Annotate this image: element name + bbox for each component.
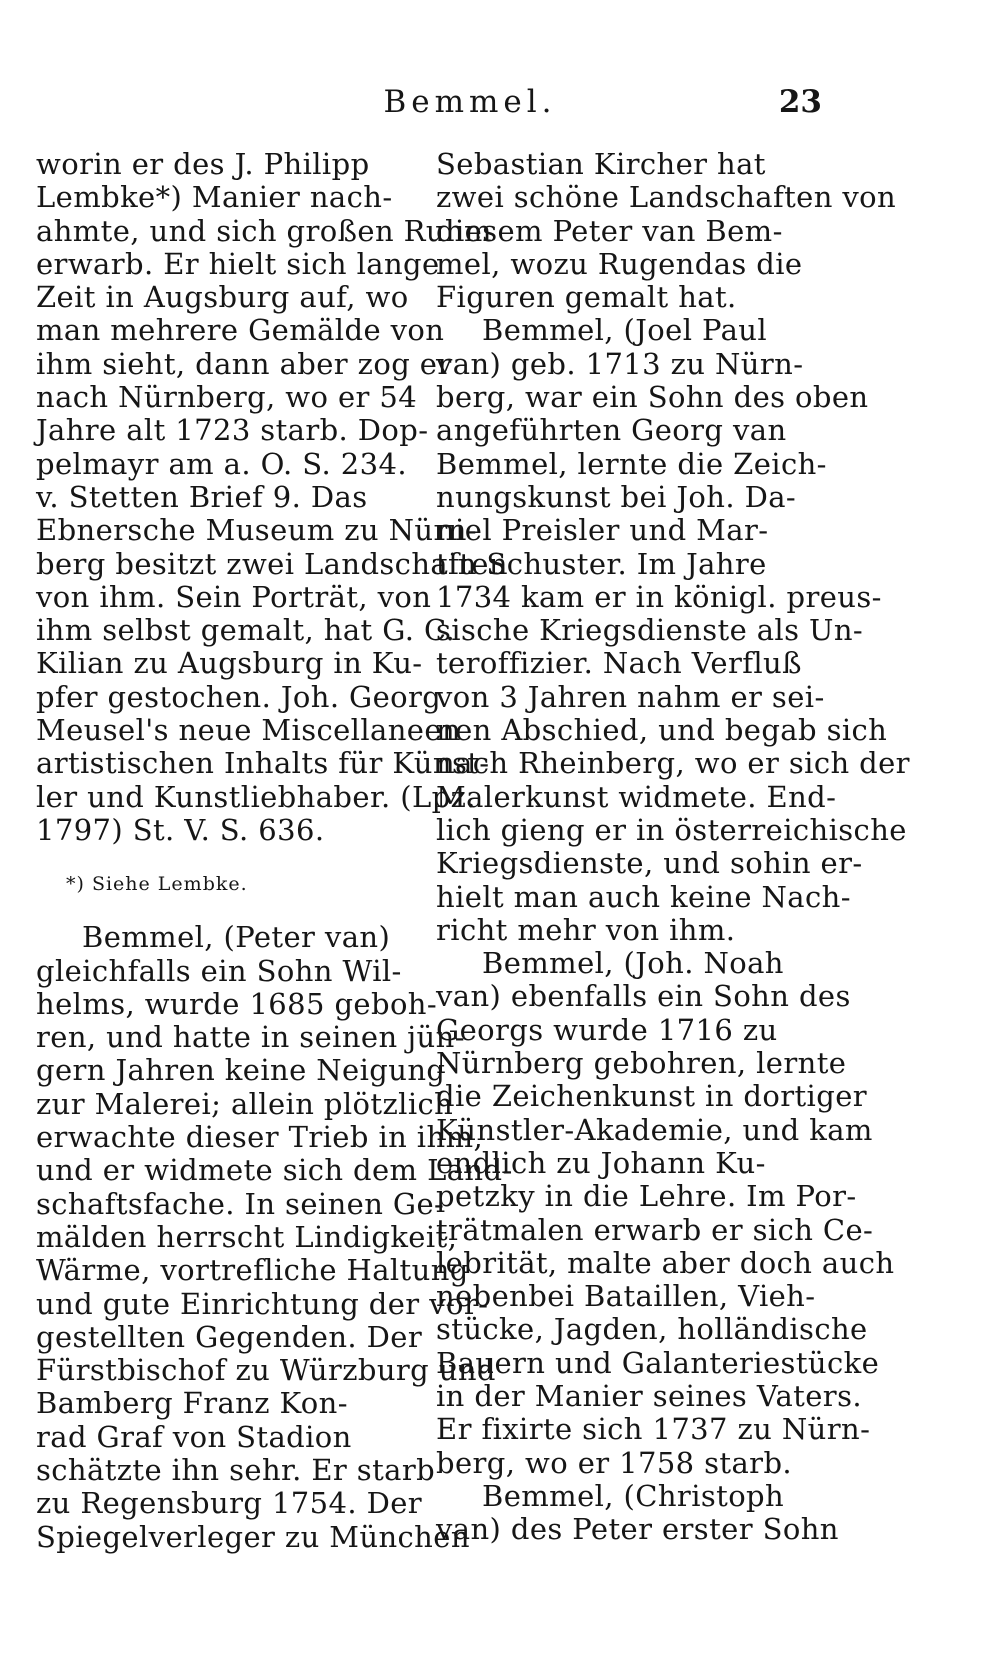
text-line: Fürstbischof zu Würzburg und <box>36 1353 496 1388</box>
text-line: ler und Kunstliebhaber. (Lpz. <box>36 779 476 814</box>
left-column <box>36 147 513 1554</box>
text-line: Bemmel, lernte die Zeich- <box>436 446 827 481</box>
text-line: gern Jahren keine Neigung <box>36 1053 446 1088</box>
text-line: Künstler-Akademie, und kam <box>436 1112 873 1147</box>
text-line: pelmayr am a. O. S. 234. <box>36 446 407 481</box>
text-line: gleichfalls ein Sohn Wil- <box>36 953 402 988</box>
text-line: Figuren gemalt hat. <box>436 280 737 315</box>
text-line: nebenbei Bataillen, Vieh- <box>436 1279 816 1314</box>
text-line: Zeit in Augsburg auf, wo <box>36 280 409 315</box>
text-line: Kilian zu Augsburg in Ku- <box>36 646 423 681</box>
text-line: erwarb. Er hielt sich lange <box>36 246 440 281</box>
text-line: Lembke*) Manier nach- <box>36 180 393 215</box>
text-line: Georgs wurde 1716 zu <box>436 1012 778 1047</box>
text-line: artistischen Inhalts für Künst- <box>36 746 490 781</box>
text-line: nen Abschied, und begab sich <box>436 713 888 748</box>
entry-heading-line: Bemmel, (Joh. Noah <box>482 946 784 981</box>
entry-heading-line: Bemmel, (Christoph <box>482 1478 785 1513</box>
page-number: 23 <box>778 84 822 120</box>
text-line: teroffizier. Nach Verfluß <box>436 646 802 681</box>
text-line: stücke, Jagden, holländische <box>436 1312 868 1347</box>
text-line: von ihm. Sein Porträt, von <box>36 579 432 614</box>
text-line: man mehrere Gemälde von <box>36 313 445 348</box>
text-line: und gute Einrichtung der vor- <box>36 1286 489 1321</box>
footnote: *) Siehe Lembke. <box>66 873 248 896</box>
text-line: mälden herrscht Lindigkeit, <box>36 1219 458 1254</box>
text-line: Bauern und Galanteriestücke <box>436 1345 880 1380</box>
entry-heading-line: Bemmel, (Peter van) <box>82 920 391 955</box>
text-line: Nürnberg gebohren, lernte <box>436 1046 847 1081</box>
text-line: schaftsfache. In seinen Ge- <box>36 1186 445 1221</box>
text-line: ren, und hatte in seinen jün- <box>36 1020 465 1055</box>
text-line: berg, wo er 1758 starb. <box>436 1445 793 1480</box>
text-line: Ebnersche Museum zu Nürn- <box>36 513 477 548</box>
text-line: erwachte dieser Trieb in ihm, <box>36 1120 484 1155</box>
text-line: endlich zu Johann Ku- <box>436 1145 766 1180</box>
entry-continuation <box>436 147 897 315</box>
text-line: Kriegsdienste, und sohin er- <box>436 846 863 881</box>
text-line: von 3 Jahren nahm er sei- <box>436 679 825 714</box>
text-line: angeführten Georg van <box>436 413 787 448</box>
text-line: und er widmete sich dem Land- <box>36 1153 513 1188</box>
text-line: Spiegelverleger zu München <box>36 1519 470 1554</box>
text-line: 1734 kam er in königl. preus- <box>436 579 882 614</box>
text-line: ihm selbst gemalt, hat G. C. <box>36 613 456 648</box>
text-line: van) des Peter erster Sohn <box>436 1512 839 1547</box>
text-line: pfer gestochen. Joh. Georg <box>36 679 442 714</box>
entry-peter-van-bemmel <box>36 920 513 1554</box>
text-line: ahmte, und sich großen Ruhm <box>36 213 492 248</box>
text-line: tin Schuster. Im Jahre <box>436 546 767 581</box>
text-line: Wärme, vortrefliche Haltung <box>36 1253 469 1288</box>
entry-joh-noah-van-bemmel <box>436 946 895 1480</box>
text-line: mel, wozu Rugendas die <box>436 246 803 281</box>
text-line: v. Stetten Brief 9. Das <box>36 479 368 514</box>
text-line: Bamberg Franz Kon- <box>36 1386 348 1421</box>
text-line: Jahre alt 1723 starb. Dop- <box>36 413 429 448</box>
text-line: niel Preisler und Mar- <box>436 513 769 548</box>
text-line: sische Kriegsdienste als Un- <box>436 613 864 648</box>
text-line: zu Regensburg 1754. Der <box>36 1486 423 1521</box>
text-line: 1797) St. V. S. 636. <box>36 812 325 847</box>
text-line: diesem Peter van Bem- <box>436 213 783 248</box>
right-column <box>436 147 910 1547</box>
text-line: nach Nürnberg, wo er 54 <box>36 380 418 415</box>
entry-christoph-van-bemmel <box>436 1478 839 1547</box>
running-header-title: Bemmel. <box>383 84 557 120</box>
text-line: Meusel's neue Miscellaneen <box>36 713 461 748</box>
text-line: van) geb. 1713 zu Nürn- <box>436 346 804 381</box>
entry-continuation <box>36 147 508 847</box>
text-line: in der Manier seines Vaters. <box>436 1378 862 1413</box>
text-line: zwei schöne Landschaften von <box>436 180 897 215</box>
text-line: die Zeichenkunst in dortiger <box>436 1079 868 1114</box>
text-line: ihm sieht, dann aber zog er <box>36 346 452 381</box>
text-line: petzky in die Lehre. Im Por- <box>436 1179 857 1214</box>
text-line: berg, war ein Sohn des oben <box>436 380 869 415</box>
text-line: hielt man auch keine Nach- <box>436 879 851 914</box>
text-line: schätzte ihn sehr. Er starb <box>36 1452 436 1487</box>
text-line: lich gieng er in österreichische <box>436 812 907 847</box>
text-line: gestellten Gegenden. Der <box>36 1319 423 1354</box>
text-line: Malerkunst widmete. End- <box>436 779 837 814</box>
entry-joel-paul-van-bemmel <box>436 313 910 947</box>
text-line: rad Graf von Stadion <box>36 1419 352 1454</box>
text-line: nungskunst bei Joh. Da- <box>436 479 797 514</box>
text-line: richt mehr von ihm. <box>436 912 736 947</box>
text-line: lebrität, malte aber doch auch <box>436 1245 895 1280</box>
text-line: berg besitzt zwei Landschaften <box>36 546 508 581</box>
text-line: nach Rheinberg, wo er sich der <box>436 746 910 781</box>
text-line: Sebastian Kircher hat <box>436 147 766 181</box>
text-line: trätmalen erwarb er sich Ce- <box>436 1212 874 1247</box>
text-line: worin er des J. Philipp <box>36 147 370 181</box>
text-line: helms, wurde 1685 geboh- <box>36 986 438 1021</box>
entry-heading-line: Bemmel, (Joel Paul <box>482 313 768 348</box>
text-line: zur Malerei; allein plötzlich <box>36 1086 454 1121</box>
text-line: Er fixirte sich 1737 zu Nürn- <box>436 1412 871 1447</box>
text-line: van) ebenfalls ein Sohn des <box>436 979 851 1014</box>
